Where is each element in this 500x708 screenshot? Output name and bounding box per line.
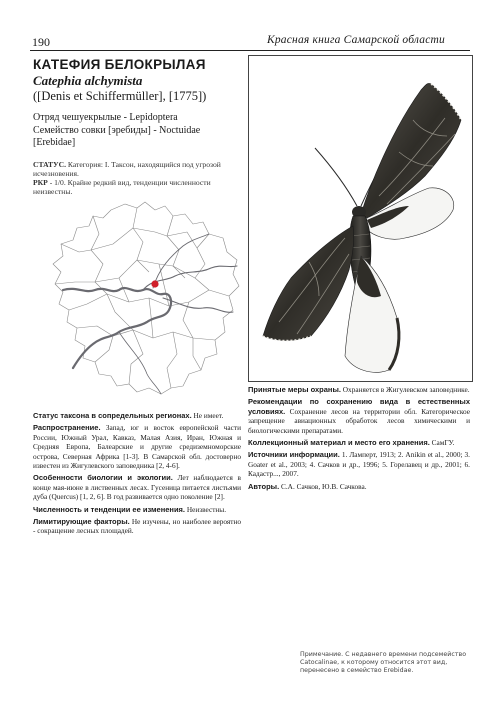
section-text: Не имеет. xyxy=(191,411,224,420)
section-paragraph xyxy=(248,397,470,435)
section-paragraph xyxy=(33,505,241,514)
district-boundary xyxy=(193,338,201,370)
status-text: Категория: I. Таксон, находящийся под угрозой исчезновения. xyxy=(33,160,221,178)
section-paragraph xyxy=(248,482,470,491)
locality-point xyxy=(151,280,158,287)
section-heading: Статус таксона в сопредельных регионах. xyxy=(33,411,192,420)
taxonomy-order: Отряд чешуекрылые - Lepidoptera xyxy=(33,112,178,123)
section-heading: Принятые меры охраны. xyxy=(248,385,341,394)
section-heading: Лимитирующие факторы. xyxy=(33,517,130,527)
status-block xyxy=(33,160,243,196)
section-text: Запад, юг и восток европейской части России, Южный Урал, Кавказ, Малая Азия, Иран, Южная и Средняя Европа, Балеарские и другие средиземноморские острова, Северная Африка [1-3]. В Самарской обл. достоверно известен из Жигулевского заповедника [2, 4-6]. xyxy=(33,423,241,471)
distribution-map xyxy=(33,198,243,398)
district-boundary xyxy=(129,330,143,384)
text-column-left xyxy=(33,411,241,539)
section-text: С.А. Сачков, Ю.В. Сачкова. xyxy=(279,481,367,491)
section-paragraph xyxy=(33,517,241,536)
section-paragraph xyxy=(33,411,241,420)
antenna-icon xyxy=(315,148,357,206)
moth-illustration-frame xyxy=(248,55,473,382)
section-paragraph xyxy=(33,423,241,470)
section-heading: Распространение. xyxy=(33,423,101,433)
running-title: Красная книга Самарской области xyxy=(267,34,445,46)
section-text: СамГУ. xyxy=(429,438,455,448)
section-text: Неизвестны. xyxy=(185,504,227,514)
species-name-ru: КАТЕФИЯ БЕЛОКРЫЛАЯ xyxy=(33,57,206,72)
section-heading: Численность и тенденции ее изменения. xyxy=(33,504,186,514)
region-outline xyxy=(53,202,239,394)
species-authors: ([Denis et Schiffermüller], [1775]) xyxy=(33,89,207,103)
section-text: Охраняется в Жигулевском заповеднике. xyxy=(340,385,470,394)
text-column-right xyxy=(248,385,470,494)
page-number: 190 xyxy=(32,35,50,49)
footnote: Примечание. С недавнего времени подсемейство Catocalinae, к которому относится этот вид, перенесено в семейство Erebidae. xyxy=(300,651,467,674)
section-heading: Особенности биологии и экологии. xyxy=(33,473,173,483)
district-boundary xyxy=(61,228,197,252)
section-heading: Авторы. xyxy=(248,481,280,491)
section-heading: Источники информации. xyxy=(248,450,340,460)
distribution-map-svg xyxy=(33,198,243,398)
species-name-latin: Catephia alchymista xyxy=(33,73,143,88)
district-boundary xyxy=(195,234,229,296)
section-heading: Рекомендации по сохранению вида в естественных условиях. xyxy=(248,397,470,416)
section-paragraph xyxy=(33,473,241,501)
section-text: Не изучены, но наиболее вероятно - сокращение лесных площадей. xyxy=(33,517,242,536)
district-boundary xyxy=(77,326,215,340)
rkr-label: РКР xyxy=(33,178,48,187)
status-label: СТАТУС. xyxy=(33,160,67,169)
moth-illustration xyxy=(249,56,472,381)
district-boundary xyxy=(107,294,133,330)
section-text: Лет наблюдается в конце мая-июне в лиственных лесах. Гусеница питается листьями дуба (Quercus) [1, 2, 6]. В год развивается одно поколение [2]. xyxy=(33,473,241,502)
taxonomy-block xyxy=(33,112,243,150)
section-paragraph xyxy=(248,385,470,394)
page-header xyxy=(30,30,470,51)
taxonomy-family: Семейство совки [эребиды] - Noctuidae [Erebidae] xyxy=(33,124,201,148)
section-text: Сохранение лесов на территории обл. Категорическое запрещение авиационных обработок лесов химическими и биологическими препаратами. xyxy=(248,406,470,435)
rkr-text: - 1/0. Крайне редкий вид, тенденции численности неизвестны. xyxy=(33,178,211,196)
section-paragraph xyxy=(248,438,470,447)
species-title-block xyxy=(33,57,238,104)
section-paragraph xyxy=(248,450,470,478)
section-text: 1. Ламперт, 1913; 2. Anikin et al., 2000; 3. Goater et al., 2003; 4. Сачков и др., 1996; 5. Горелавец и др., 2001; 6. Кадастр..., 2007. xyxy=(248,450,470,479)
section-heading: Коллекционный материал и место его хранения. xyxy=(248,438,430,448)
district-boundary xyxy=(167,332,177,388)
district-boundary xyxy=(133,208,149,272)
